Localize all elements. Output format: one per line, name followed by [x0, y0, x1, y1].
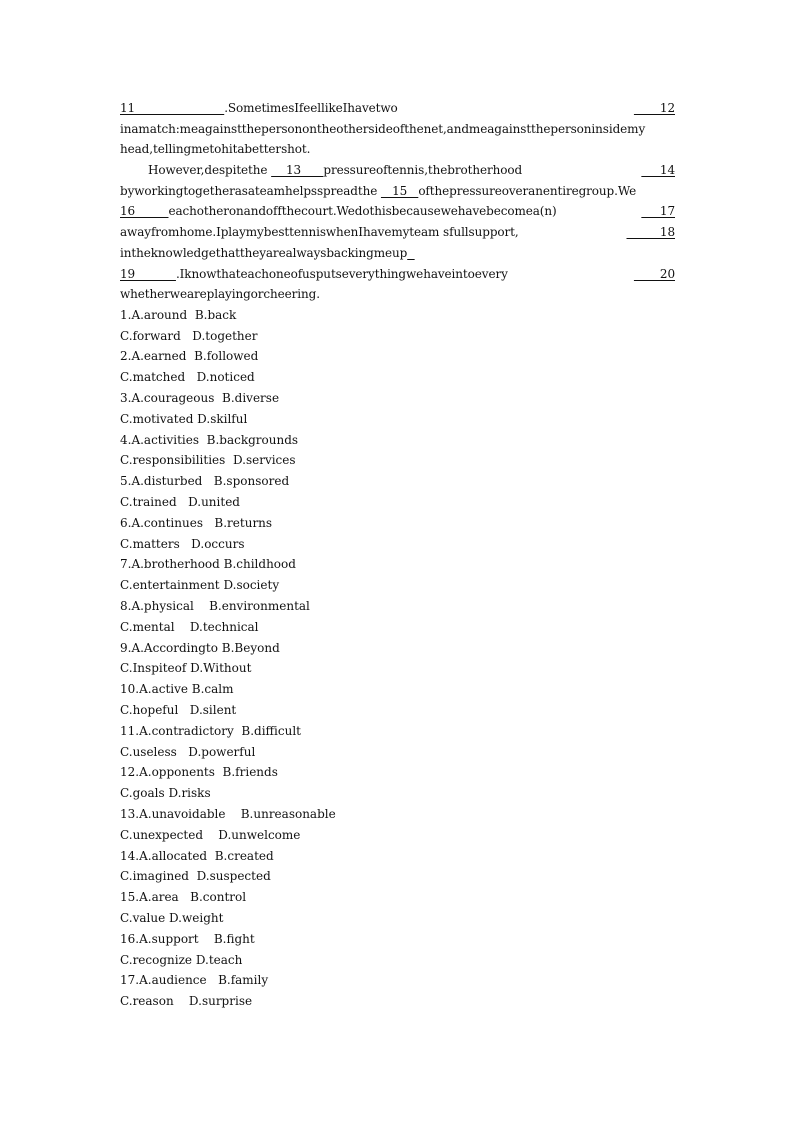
option-line: C.unexpected D.unwelcome: [120, 827, 301, 842]
option-line: 4.A.activities B.backgrounds: [120, 432, 299, 447]
option-line: C.value D.weight: [120, 910, 224, 925]
option-line: 17.A.audience B.family: [120, 973, 269, 988]
option-line: C.matters D.occurs: [120, 536, 245, 551]
blank-15: 15: [380, 183, 419, 198]
option-line: 8.A.physical B.environmental: [120, 599, 310, 614]
option-line: 13.A.unavoidable B.unreasonable: [120, 807, 336, 821]
blank-16: 16: [120, 204, 169, 219]
document-page: [120, 98, 675, 1012]
blank-12: 12: [633, 101, 675, 115]
option-line: 12.A.opponents B.friends: [120, 765, 278, 780]
option-line: 6.A.continues B.returns: [120, 515, 273, 530]
option-line: 11.A.contradictory B.difficult: [120, 723, 302, 738]
option-line: 7.A.brotherhood B.childhood: [120, 557, 296, 572]
passage-line: [120, 201, 675, 222]
blank-14: 14: [641, 163, 675, 178]
passage-text: .Iknowthateachoneofusputseverythingwehaveintoevery: [175, 266, 508, 281]
passage-line: [120, 181, 675, 202]
passage-underline: [407, 246, 414, 260]
options-list: [120, 305, 675, 1012]
option-line: 9.A.Accordingto B.Beyond: [120, 640, 280, 655]
option-line: C.matched D.noticed: [120, 370, 255, 385]
option-line: C.motivated D.skilful: [120, 411, 248, 426]
option-line: 16.A.support B.fight: [120, 931, 255, 946]
blank-13: 13: [271, 163, 324, 178]
passage-text: However,despitethe: [148, 163, 272, 178]
passage-text: intheknowledgethattheyarealwaysbackingmeup: [120, 245, 408, 260]
option-line: C.mental D.technical: [120, 619, 259, 634]
option-line: C.forward D.together: [120, 328, 258, 343]
option-line: 3.A.courageous B.diverse: [120, 391, 280, 406]
passage-line: [120, 160, 675, 181]
option-line: C.entertainment D.society: [120, 578, 280, 593]
option-line: C.imagined D.suspected: [120, 869, 271, 884]
blank-19: 19: [120, 266, 176, 281]
passage-line: [120, 284, 675, 305]
option-line: 15.A.area B.control: [120, 890, 247, 905]
option-line: 5.A.disturbed B.sponsored: [120, 474, 290, 489]
passage-text: .SometimesIfeellikeIhavetwo: [224, 101, 398, 115]
blank-11: 11: [120, 101, 225, 115]
option-line: C.recognize D.teach: [120, 952, 243, 967]
option-line: C.reason D.surprise: [120, 994, 253, 1009]
option-line: C.trained D.united: [120, 495, 240, 510]
option-line: 2.A.earned B.followed: [120, 349, 259, 364]
option-line: C.useless D.powerful: [120, 744, 256, 759]
option-line: 1.A.around B.back: [120, 307, 237, 322]
passage-text: ofthepressureoveranentiregroup.We: [418, 183, 637, 198]
passage-text: awayfromhome.IplaymybesttenniswhenIhavemyteam sfullsupport,: [120, 225, 519, 240]
passage-text: byworkingtogetherasateamhelpsspreadthe: [120, 183, 381, 198]
option-line: C.responsibilities D.services: [120, 453, 296, 468]
passage-text: inamatch:meagainstthepersonontheothersideofthenet,andmeagainstthepersoninsidemy: [120, 121, 646, 136]
passage-line: [120, 222, 675, 243]
passage-line: [120, 243, 675, 264]
option-line: C.hopeful D.silent: [120, 703, 237, 718]
blank-17: 17: [641, 204, 675, 219]
blank-18: 18: [626, 225, 675, 240]
passage-text: whetherweareplayingorcheering.: [120, 287, 320, 302]
passage-text: eachotheronandoffthecourt.Wedothisbecausewehavebecomea(n): [168, 204, 557, 219]
blank-20: 20: [633, 266, 675, 281]
passage-line: [120, 119, 675, 140]
option-line: 10.A.active B.calm: [120, 682, 234, 697]
passage-text: pressureoftennis,thebrotherhood: [323, 163, 523, 178]
option-line: 14.A.allocated B.created: [120, 848, 274, 863]
passage-line: [120, 98, 675, 119]
passage-line: [120, 264, 675, 285]
passage-text: head,tellingmetohitabettershot.: [120, 142, 311, 157]
option-line: C.Inspiteof D.Without: [120, 661, 252, 676]
option-line: C.goals D.risks: [120, 786, 211, 801]
passage-line: [120, 139, 675, 160]
